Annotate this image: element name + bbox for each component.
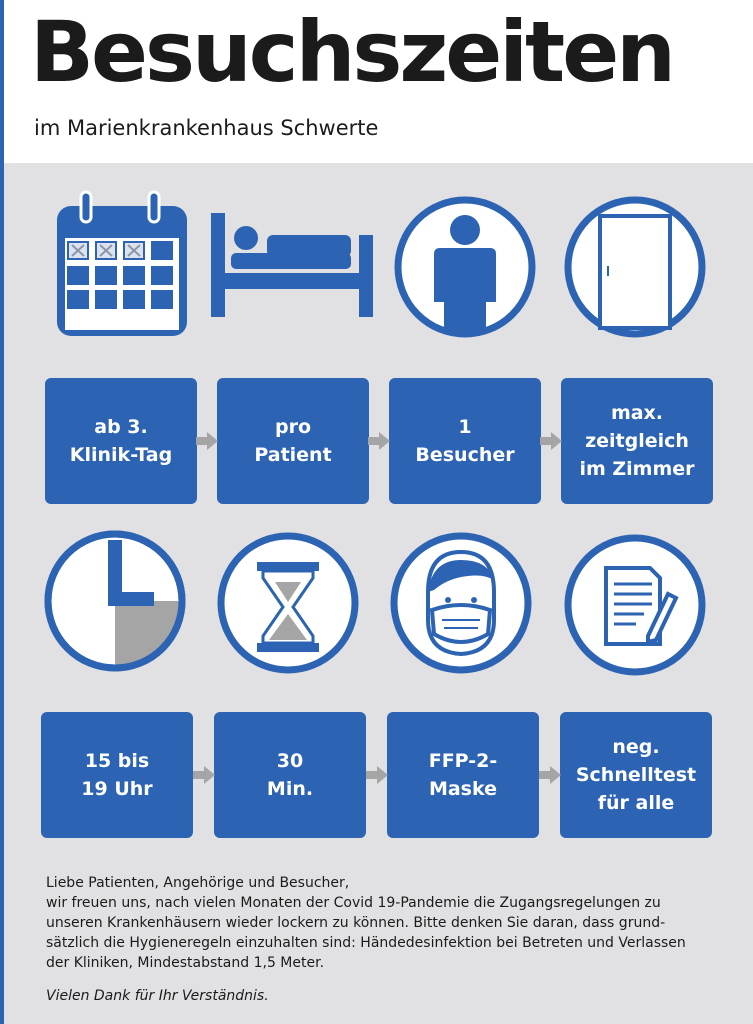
calendar-icon — [53, 190, 191, 340]
box-line: 19 Uhr — [81, 778, 153, 800]
page-title: Besuchszeiten — [30, 3, 673, 101]
info-box-rapid-test — [560, 712, 712, 838]
box-line: max. — [610, 402, 664, 424]
arrow-right-icon — [366, 766, 388, 784]
hourglass-icon — [215, 530, 361, 676]
arrow-right-icon — [196, 432, 218, 450]
box-line: pro — [274, 416, 311, 438]
arrow-right-icon — [193, 766, 215, 784]
box-line: Klinik-Tag — [69, 444, 173, 466]
notice-line: wir freuen uns, nach vielen Monaten der Covid 19-Pandemie die Zugangsregelungen zu — [46, 895, 661, 911]
notice-text — [46, 873, 746, 973]
notice-line: sätzlich die Hygieneregeln einzuhalten sind: Händedesinfektion bei Betreten und Verlassen — [46, 935, 686, 951]
info-box-max-room — [561, 378, 713, 504]
clock-icon — [42, 528, 188, 674]
box-line: neg. — [612, 736, 660, 758]
face-mask-icon — [388, 530, 534, 676]
info-box-duration — [214, 712, 366, 838]
info-box-per-patient — [217, 378, 369, 504]
notice-line: unseren Krankenhäusern wieder lockern zu können. Bitte denken Sie daran, dass grund- — [46, 915, 666, 931]
box-line: Schnelltest — [575, 764, 697, 786]
box-line: Patient — [254, 444, 332, 466]
box-line: Besucher — [415, 444, 515, 466]
box-line: FFP-2- — [428, 750, 498, 772]
info-box-mask — [387, 712, 539, 838]
box-line: 15 bis — [84, 750, 150, 772]
arrow-right-icon — [539, 766, 561, 784]
closing-note: Vielen Dank für Ihr Verständnis. — [46, 988, 269, 1004]
header — [4, 0, 753, 163]
box-line: für alle — [597, 792, 675, 814]
box-line: 1 — [458, 416, 472, 438]
box-line: zeitgleich — [585, 430, 689, 452]
page-subtitle: im Marienkrankenhaus Schwerte — [34, 116, 379, 140]
arrow-right-icon — [540, 432, 562, 450]
info-box-clinic-day — [45, 378, 197, 504]
box-line: Maske — [428, 778, 498, 800]
arrow-right-icon — [368, 432, 390, 450]
info-box-one-visitor — [389, 378, 541, 504]
door-icon — [562, 194, 708, 340]
person-icon — [392, 194, 538, 340]
document-pen-icon — [562, 532, 708, 678]
notice-line: der Kliniken, Mindestabstand 1,5 Meter. — [46, 955, 325, 971]
box-line: 30 — [276, 750, 304, 772]
box-line: im Zimmer — [579, 458, 695, 480]
box-line: ab 3. — [94, 416, 148, 438]
bed-icon — [207, 205, 377, 320]
box-line: Min. — [266, 778, 314, 800]
notice-line: Liebe Patienten, Angehörige und Besucher, — [46, 875, 350, 891]
info-box-visiting-hours — [41, 712, 193, 838]
